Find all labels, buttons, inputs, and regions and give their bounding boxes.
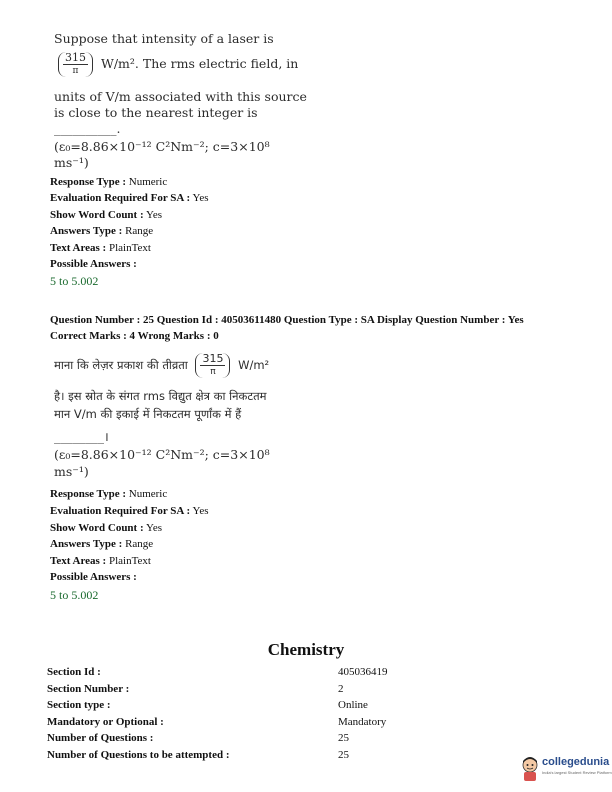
q2-possible-answers: Possible Answers : — [50, 571, 137, 583]
q1-line-7: ms⁻¹) — [54, 155, 89, 170]
q2-fraction — [195, 353, 230, 378]
q2-line-6: ms⁻¹) — [54, 464, 89, 479]
q2-line-3: मान V/m की इकाई में निकटतम पूर्णांक में हैं — [54, 407, 242, 421]
q1-line-5: __________. — [54, 121, 121, 136]
q2-header-line-1: Question Number : 25 Question Id : 40503611480 Question Type : SA Display Question Number : Yes — [50, 314, 524, 326]
q1-frac-num: 315 — [65, 51, 86, 64]
q2-frac-den: π — [210, 367, 216, 377]
logo-tagline: India's largest Student Review Platform — [542, 770, 612, 775]
q1-evaluation: Evaluation Required For SA : Yes — [50, 192, 209, 204]
q1-word-count: Show Word Count : Yes — [50, 209, 162, 221]
collegedunia-logo — [520, 754, 612, 784]
q2-answer: 5 to 5.002 — [50, 588, 99, 602]
q2-header-line-2: Correct Marks : 4 Wrong Marks : 0 — [50, 330, 219, 342]
q2-answers-type: Answers Type : Range — [50, 538, 154, 550]
q1-line-2-tail: W/m². The rms electric field, in — [100, 56, 299, 71]
section-title: Chemistry — [267, 640, 345, 659]
q1-line-6: (ε₀=8.86×10⁻¹² C²Nm⁻²; c=3×10⁸ — [54, 139, 270, 154]
q2-line-4: ________। — [54, 429, 109, 444]
q1-line-4: is close to the nearest integer is — [54, 105, 258, 120]
q2-response-type: Response Type : Numeric — [50, 488, 168, 500]
q2-frac-num: 315 — [202, 352, 224, 365]
q2-evaluation: Evaluation Required For SA : Yes — [50, 505, 209, 517]
mascot-icon — [520, 756, 540, 782]
q2-word-count: Show Word Count : Yes — [50, 522, 162, 534]
q1-line-3: units of V/m associated with this source — [54, 89, 307, 104]
q2-line-2: है। इस स्रोत के संगत rms विद्युत क्षेत्र का निकटतम — [54, 389, 267, 403]
q2-text-areas: Text Areas : PlainText — [50, 555, 151, 567]
q2-line-1: माना कि लेज़र प्रकाश की तीव्रता $\frac{315}{\pi}$ W/m² — [54, 352, 270, 377]
q1-answers-type: Answers Type : Range — [50, 225, 154, 237]
q1-frac-den: π — [72, 66, 79, 76]
q1-possible-answers: Possible Answers : — [50, 258, 137, 270]
q1-line-1: Suppose that intensity of a laser is — [54, 31, 274, 46]
q2-line-5: (ε₀=8.86×10⁻¹² C²Nm⁻²; c=3×10⁸ — [54, 447, 270, 462]
q1-fraction — [58, 52, 93, 77]
q1-text-areas: Text Areas : PlainText — [50, 242, 151, 254]
q1-answer: 5 to 5.002 — [50, 274, 99, 288]
q1-response-type: Response Type : Numeric — [50, 176, 168, 188]
logo-name: collegedunia — [542, 756, 610, 768]
q1-line-2 — [54, 52, 298, 77]
